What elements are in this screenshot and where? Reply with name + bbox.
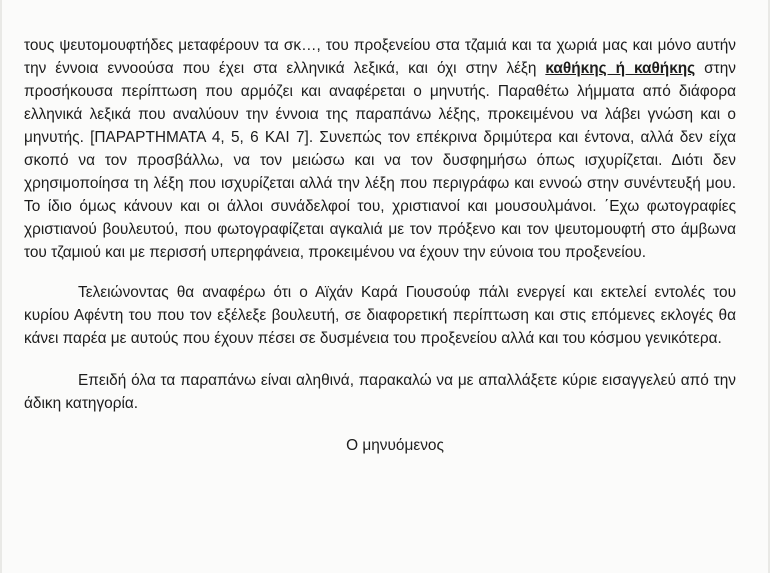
paragraph-1-text-start: τους ψευτομουφτήδες μεταφέρουν τα σκ…, του προξενείου στα τζαμιά και τα χωριά μας και μόνο αυτήν την έννοια εννοούσα που έχει στα ελληνικά λεξικά, και όχι στην λέξη (24, 37, 736, 77)
paragraph-1 (24, 34, 736, 264)
scan-edge-left (0, 0, 2, 573)
document-body (24, 34, 736, 457)
signature-line: Ο μηνυόμενος (346, 437, 444, 454)
paragraph-3: Επειδή όλα τα παραπάνω είναι αληθινά, παρακαλώ να με απαλλάξετε κύριε εισαγγελεύ από την άδικη κατηγορία. (24, 372, 736, 412)
paragraph-2: Τελειώνοντας θα αναφέρω ότι ο Αϊχάν Καρά Γιουσούφ πάλι ενεργεί και εκτελεί εντολές του κυρίου Αφέντη του που τον εξέλεξε βουλευτή, σε διαφορετική περίπτωση και στις επόμενες εκλογές θα κάνει παρέα με αυτούς που έχουν πέσει σε δυσμένεια του προξενείου αλλά και του κόσμου γενικότερα. (24, 284, 736, 347)
paragraph-1-text-end: στην προσήκουσα περίπτωση που αρμόζει και αναφέρεται ο μηνυτής. Παραθέτω λήμματα από διάφορα ελληνικά λεξικά που αναλύουν την έννοια της παραπάνω λέξης, προκειμένου να λάβει γνώση και ο μηνυτής. [ΠΑΡΑΡΤΗΜΑΤΑ 4, 5, 6 ΚΑΙ 7]. Συνεπώς τον επέκρινα δριμύτερα και έντονα, αλλά δεν είχα σκοπό να τον προσβάλλω, να τον μειώσω και να τον δυσφημήσω όπως ισχυρίζεται. Διότι δεν χρησιμοποίησα τη λέξη που ισχυρίζεται αλλά την λέξη που περιγράφω και εννοώ στην συνέντευξή μου. Το ίδιο όμως κάνουν και οι άλλοι συνάδελφοί του, χριστιανοί και μουσουλμάνοι. ΄Εχω φωτογραφίες χριστιανού βουλευτού, που φωτογραφίζεται αγκαλιά με τον πρόξενο και τον ψευτομουφτή στο άμβωνα του τζαμιού και με περισσή υπερηφάνεια, προκειμένου να έχουν την εύνοια του προξενείου. (24, 60, 736, 261)
underlined-keyword: καθήκης ή καθήκης (545, 60, 696, 77)
